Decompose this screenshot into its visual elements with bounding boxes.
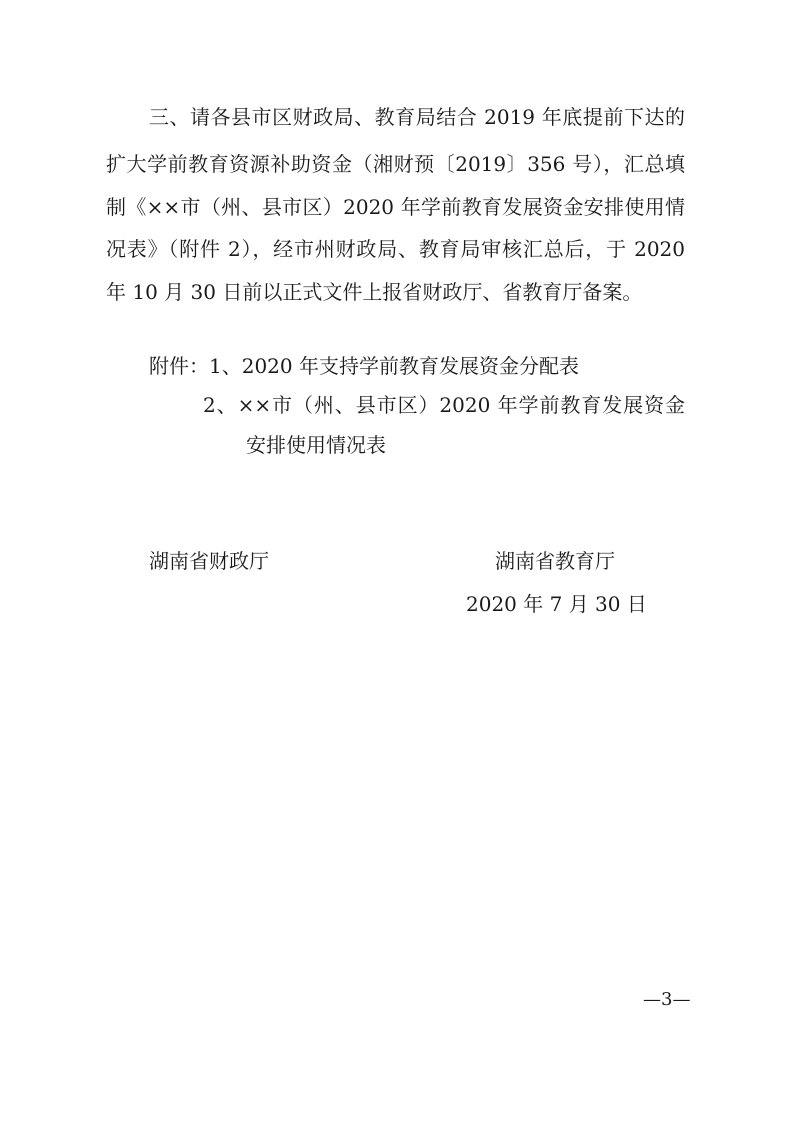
signature-finance-department: 湖南省财政厅 — [149, 549, 269, 573]
paragraph-line: 扩大学前教育资源补助资金（湘财预〔2019〕356 号），汇总填 — [106, 152, 685, 176]
paragraph-line: 制《××市（州、县市区）2020 年学前教育发展资金安排使用情 — [106, 195, 685, 219]
page-number: —3— — [643, 989, 691, 1010]
paragraph-line: 三、请各县市区财政局、教育局结合 2019 年底提前下达的 — [149, 105, 685, 129]
paragraph-line: 况表》（附件 2），经市州财政局、教育局审核汇总后，于 2020 — [106, 237, 685, 261]
attachment-item-2: 2、××市（州、县市区）2020 年学前教育发展资金 — [203, 393, 685, 417]
signature-date: 2020 年 7 月 30 日 — [466, 592, 647, 616]
attachment-item-2-continuation: 安排使用情况表 — [246, 433, 386, 457]
signature-education-department: 湖南省教育厅 — [495, 549, 615, 573]
attachment-item-1: 附件：1、2020 年支持学前教育发展资金分配表 — [149, 354, 579, 378]
paragraph-line: 年 10 月 30 日前以正式文件上报省财政厅、省教育厅备案。 — [106, 280, 643, 304]
